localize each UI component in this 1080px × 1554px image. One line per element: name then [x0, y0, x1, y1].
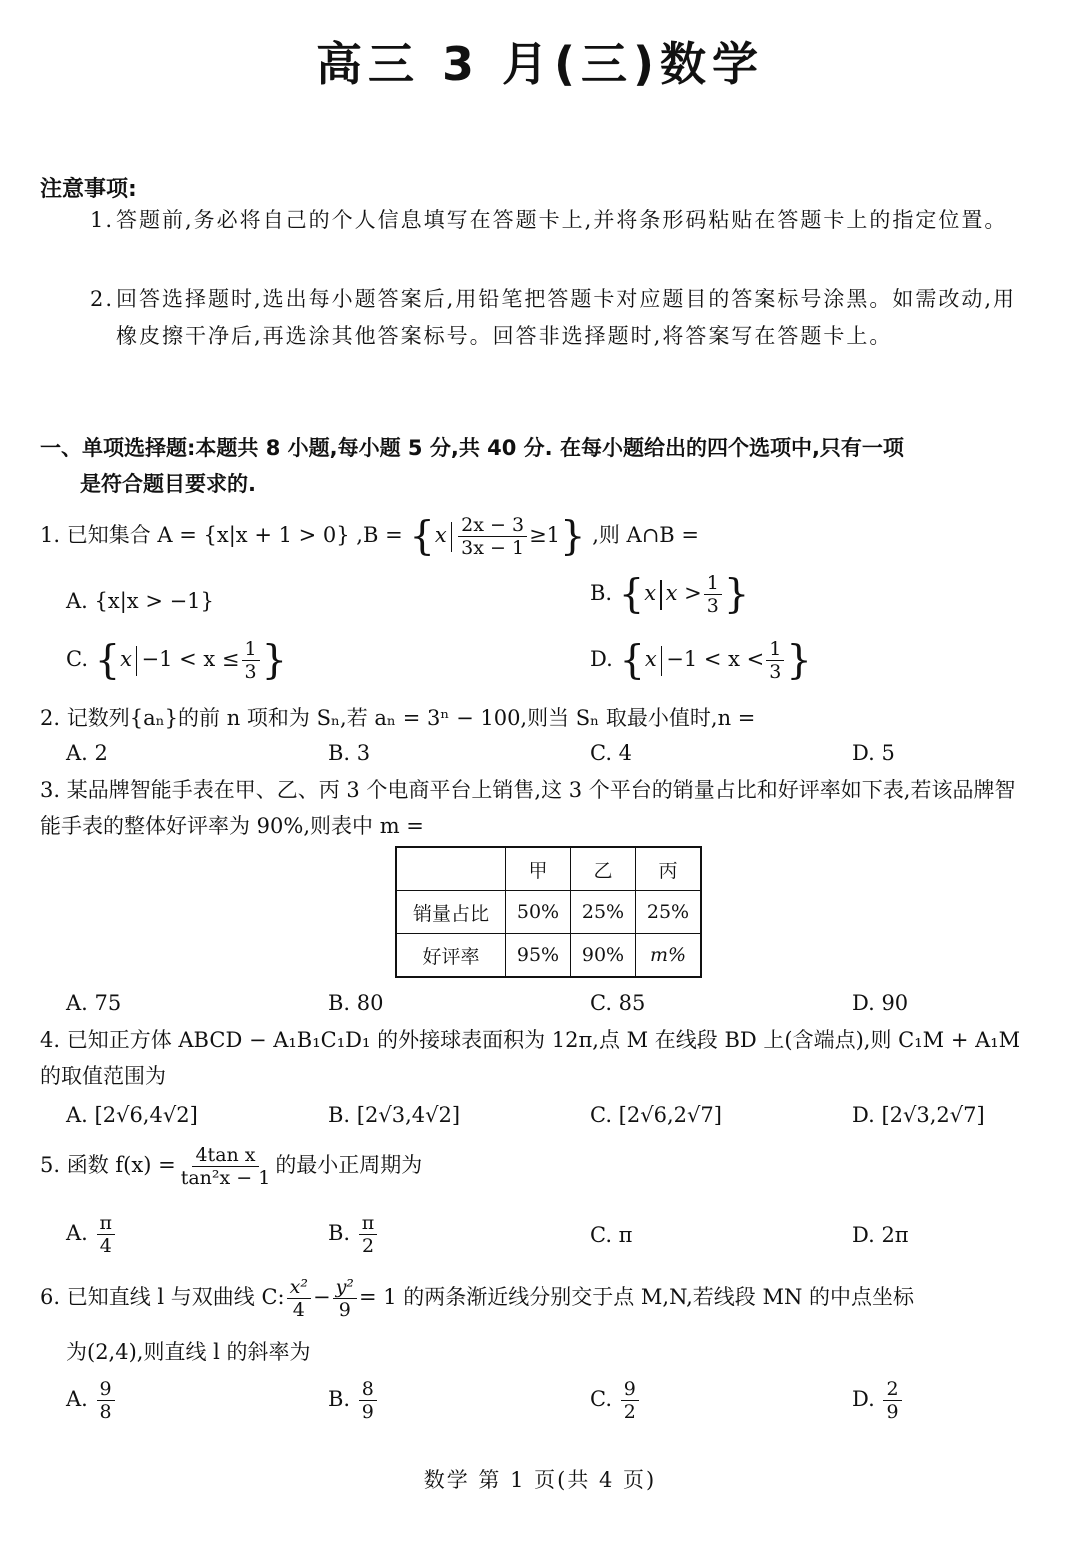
fraction-numerator: x²: [287, 1276, 311, 1299]
inequality: −1 < x ≤: [141, 647, 240, 671]
option-b: [590, 572, 749, 617]
table-row: [396, 934, 701, 978]
table-row: [396, 847, 701, 891]
question-stem: 函数 f(x) =: [66, 1153, 176, 1177]
fraction-numerator: 1: [242, 638, 260, 661]
fraction-denominator: 9: [886, 1401, 899, 1423]
table-cell: 甲: [506, 847, 571, 891]
fraction-numerator: 8: [359, 1378, 377, 1401]
note-text: 答题前,务必将自己的个人信息填写在答题卡上,并将条形码粘贴在答题卡上的指定位置。: [116, 208, 1008, 232]
fraction-denominator: 9: [338, 1299, 351, 1321]
fraction: [242, 638, 260, 683]
fraction-numerator: 1: [766, 638, 784, 661]
section-heading: [40, 430, 1035, 502]
option-a: [66, 1378, 117, 1423]
option-b: B. 80: [328, 991, 384, 1015]
option-d: D. 90: [852, 991, 909, 1015]
option-c: [66, 638, 287, 683]
set-variable: x: [434, 523, 447, 547]
fraction: [359, 1212, 378, 1257]
fraction: [704, 572, 722, 617]
option-label: A.: [66, 1387, 88, 1411]
option-a: A. 2: [66, 741, 108, 765]
question-1: [40, 514, 1035, 559]
fraction-numerator: 9: [621, 1378, 639, 1401]
set-bar: [451, 522, 453, 552]
option-c: [590, 1378, 641, 1423]
page-title: 高三 3 月(三)数学: [315, 37, 765, 91]
note-item: [90, 202, 1035, 239]
fraction-denominator: 2: [623, 1401, 636, 1423]
option-d: D. 2π: [852, 1223, 909, 1247]
page-footer: 数学 第 1 页(共 4 页): [423, 1468, 657, 1492]
question-3: 3. 某品牌智能手表在甲、乙、丙 3 个电商平台上销售,这 3 个平台的销量占比和好评率如下表,若该品牌智能手表的整体好评率为 90%,则表中 m =: [40, 778, 1016, 838]
table-cell: 90%: [571, 934, 636, 978]
fraction-denominator: 3: [706, 595, 719, 617]
fraction-denominator: tan²x − 1: [180, 1167, 271, 1189]
question-number: 5.: [40, 1153, 61, 1177]
option-c: C. 4: [590, 741, 633, 765]
left-brace: {: [619, 637, 645, 684]
question-2: 2. 记数列{aₙ}的前 n 项和为 Sₙ,若 aₙ = 3ⁿ − 100,则当 Sₙ 取最小值时,n =: [40, 706, 756, 730]
question-stem: 已知直线 l 与双曲线 C:: [66, 1285, 285, 1309]
right-brace: }: [560, 513, 586, 560]
fraction-denominator: 3x − 1: [461, 537, 525, 559]
note-index: 1.: [90, 208, 115, 232]
fraction: [97, 1212, 116, 1257]
fraction-numerator: 2: [883, 1378, 901, 1401]
inequality: ≥1: [529, 523, 561, 547]
fraction-numerator: 4tan x: [192, 1144, 258, 1167]
table-cell: 丙: [636, 847, 702, 891]
fraction-denominator: 8: [99, 1401, 112, 1423]
note-text: 回答选择题时,选出每小题答案后,用铅笔把答题卡对应题目的答案标号涂黑。如需改动,用橡皮擦干净后,再选涂其他答案标号。回答非选择题时,将答案写在答题卡上。: [116, 287, 1017, 348]
question-6: [40, 1276, 1035, 1321]
fraction-denominator: 4: [99, 1235, 112, 1257]
table-cell: 25%: [636, 891, 702, 934]
option-d: [590, 638, 812, 683]
option-b: [328, 1378, 379, 1423]
option-label: C.: [66, 647, 88, 671]
fraction-numerator: π: [359, 1212, 378, 1235]
fraction: [883, 1378, 901, 1423]
question-stem-tail: ,则 A∩B =: [592, 523, 700, 547]
fraction-numerator: 1: [704, 572, 722, 595]
question-5: [40, 1144, 1035, 1189]
note-index: 2.: [90, 287, 115, 311]
question-stem-tail: 的最小正周期为: [275, 1153, 423, 1177]
question-number: 1.: [40, 523, 61, 547]
sales-table: [395, 846, 702, 978]
question-stem: 已知集合 A = {x|x + 1 > 0} ,B =: [66, 523, 403, 547]
left-brace: {: [94, 637, 121, 684]
table-cell: m%: [636, 934, 702, 978]
fraction: [178, 1144, 274, 1189]
fraction: [621, 1378, 639, 1423]
right-brace: }: [786, 637, 812, 684]
table-cell: 好评率: [396, 934, 506, 978]
table-cell: 50%: [506, 891, 571, 934]
fraction-denominator: 3: [244, 661, 257, 683]
table-cell: 乙: [571, 847, 636, 891]
fraction-denominator: 3: [769, 661, 782, 683]
question-number: 6.: [40, 1285, 61, 1309]
fraction-denominator: 2: [362, 1235, 375, 1257]
option-b: [328, 1212, 379, 1257]
option-a: A. 75: [66, 991, 122, 1015]
table-cell: 25%: [571, 891, 636, 934]
question-stem-tail: = 1 的两条渐近线分别交于点 M,N,若线段 MN 的中点坐标: [358, 1285, 915, 1309]
option-label: A.: [66, 1221, 88, 1245]
section-line-2: 是符合题目要求的.: [80, 472, 256, 496]
table-row: [396, 891, 701, 934]
option-c: C. [2√6,2√7]: [590, 1103, 722, 1127]
option-label: D.: [590, 647, 613, 671]
option-d: D. [2√3,2√7]: [852, 1103, 985, 1127]
question-4: 4. 已知正方体 ABCD − A₁B₁C₁D₁ 的外接球表面积为 12π,点 M 在线段 BD 上(含端点),则 C₁M + A₁M 的取值范围为: [40, 1028, 1021, 1088]
fraction: [458, 514, 527, 559]
minus-sign: −: [312, 1285, 331, 1309]
option-a: A. {x|x > −1}: [66, 589, 214, 613]
set-bar: [661, 646, 663, 676]
left-brace: {: [409, 513, 435, 560]
note-item: [90, 281, 1035, 355]
option-label: B.: [328, 1221, 351, 1245]
fraction-numerator: 9: [97, 1378, 115, 1401]
left-brace: {: [618, 571, 645, 618]
option-d: D. 5: [852, 741, 895, 765]
set-variable: x: [120, 647, 132, 671]
table-cell: 销量占比: [396, 891, 506, 934]
option-label: D.: [852, 1387, 875, 1411]
question-6-line-2: 为(2,4),则直线 l 的斜率为: [66, 1340, 311, 1364]
fraction-numerator: π: [97, 1212, 116, 1235]
fraction-numerator: y²: [333, 1276, 357, 1299]
option-b: B. 3: [328, 741, 371, 765]
option-a: A. [2√6,4√2]: [66, 1103, 198, 1127]
fraction: [333, 1276, 357, 1321]
set-variable: x: [644, 581, 657, 605]
table-cell: [396, 847, 506, 891]
fraction-denominator: 9: [361, 1401, 374, 1423]
option-c: C. 85: [590, 991, 646, 1015]
option-c: C. π: [590, 1223, 633, 1247]
set-bar: [136, 646, 138, 676]
table-cell: 95%: [506, 934, 571, 978]
option-label: B.: [328, 1387, 351, 1411]
fraction: [359, 1378, 377, 1423]
fraction: [287, 1276, 311, 1321]
fraction-denominator: 4: [292, 1299, 305, 1321]
set-variable: x: [644, 647, 657, 671]
inequality: x >: [665, 581, 702, 605]
notes-heading: 注意事项:: [40, 177, 137, 202]
right-brace: }: [261, 637, 288, 684]
set-bar: [660, 580, 662, 610]
option-label: C.: [590, 1387, 612, 1411]
option-a: [66, 1212, 117, 1257]
option-label: B.: [590, 581, 613, 605]
section-line-1: 一、单项选择题:本题共 8 小题,每小题 5 分,共 40 分. 在每小题给出的四个选项中,只有一项: [40, 436, 904, 460]
fraction: [766, 638, 784, 683]
fraction: [97, 1378, 115, 1423]
option-b: B. [2√3,4√2]: [328, 1103, 461, 1127]
fraction-numerator: 2x − 3: [458, 514, 527, 537]
option-d: [852, 1378, 904, 1423]
inequality: −1 < x <: [666, 647, 765, 671]
right-brace: }: [723, 571, 750, 618]
